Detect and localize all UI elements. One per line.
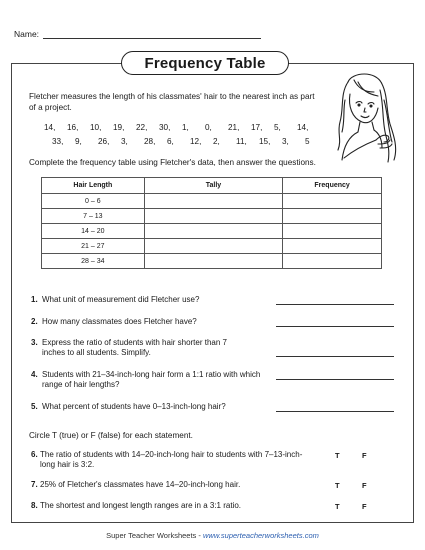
question-number: 1.	[31, 295, 38, 304]
answer-line-1[interactable]	[276, 304, 394, 305]
name-field[interactable]	[14, 29, 261, 39]
footer-separator: -	[196, 531, 203, 540]
hair-length-cell: 0 – 6	[42, 194, 145, 209]
data-value: 28,	[144, 137, 156, 146]
frequency-cell[interactable]	[283, 209, 382, 224]
header-frequency: Frequency	[283, 178, 382, 194]
statement-text: The shortest and longest length ranges are in a 3:1 ratio.	[40, 501, 242, 510]
header-tally: Tally	[144, 178, 283, 194]
data-value: 22,	[136, 123, 148, 132]
data-value: 0,	[205, 123, 212, 132]
question-text: Express the ratio of students with hair shorter than 7 inches to all students. Simplify.	[42, 338, 227, 357]
tally-cell[interactable]	[144, 239, 283, 254]
question-number: 2.	[31, 317, 38, 326]
data-row-2	[52, 137, 328, 146]
data-value: 10,	[90, 123, 102, 132]
false-option[interactable]: F	[362, 451, 367, 460]
table-row	[42, 254, 382, 269]
footer-brand: Super Teacher Worksheets	[106, 531, 197, 540]
page-title-text: Frequency Table	[144, 54, 266, 72]
tally-cell[interactable]	[144, 254, 283, 269]
hair-length-cell: 21 – 27	[42, 239, 145, 254]
page-title	[121, 51, 289, 75]
data-value: 5,	[274, 123, 281, 132]
data-value: 33,	[52, 137, 64, 146]
hair-length-cell: 7 – 13	[42, 209, 145, 224]
intro-text: Fletcher measures the length of his classmates' hair to the nearest inch as part of a project.	[29, 92, 315, 112]
answer-line-5[interactable]	[276, 411, 394, 412]
tally-cell[interactable]	[144, 194, 283, 209]
table-row	[42, 224, 382, 239]
frequency-cell[interactable]	[283, 224, 382, 239]
answer-line-4[interactable]	[276, 379, 394, 380]
data-value: 3,	[121, 137, 128, 146]
statement-number: 6.	[31, 450, 38, 459]
data-value: 3,	[282, 137, 289, 146]
data-value: 9,	[75, 137, 82, 146]
statement-number: 7.	[31, 480, 38, 489]
tally-cell[interactable]	[144, 209, 283, 224]
statement-text: 25% of Fletcher's classmates have 14–20-inch-long hair.	[40, 480, 241, 489]
tally-cell[interactable]	[144, 224, 283, 239]
statement-number: 8.	[31, 501, 38, 510]
answer-line-3[interactable]	[276, 356, 394, 357]
name-label: Name:	[14, 29, 40, 39]
table-instruction: Complete the frequency table using Fletcher's data, then answer the questions.	[29, 158, 316, 167]
true-option[interactable]: T	[335, 481, 340, 490]
girl-illustration-icon	[318, 70, 406, 166]
frequency-table	[41, 177, 382, 269]
data-value: 15,	[259, 137, 271, 146]
data-value: 21,	[228, 123, 240, 132]
data-value: 11,	[236, 137, 247, 146]
data-value: 5	[305, 137, 310, 146]
table-header-row	[42, 178, 382, 194]
frequency-cell[interactable]	[283, 194, 382, 209]
frequency-cell[interactable]	[283, 254, 382, 269]
question-text: What percent of students have 0–13-inch-long hair?	[42, 402, 226, 411]
data-value: 6,	[167, 137, 174, 146]
false-option[interactable]: F	[362, 481, 367, 490]
footer	[0, 531, 425, 540]
question-number: 5.	[31, 402, 38, 411]
hair-length-cell: 14 – 20	[42, 224, 145, 239]
true-false-instruction: Circle T (true) or F (false) for each statement.	[29, 431, 193, 440]
data-value: 14,	[297, 123, 309, 132]
frequency-cell[interactable]	[283, 239, 382, 254]
data-value: 17,	[251, 123, 263, 132]
true-option[interactable]: T	[335, 502, 340, 511]
data-value: 2,	[213, 137, 220, 146]
question-3	[31, 338, 401, 358]
name-line[interactable]	[43, 30, 261, 39]
data-row-1	[44, 123, 320, 132]
question-text: What unit of measurement did Fletcher use?	[42, 295, 200, 304]
data-value: 26,	[98, 137, 110, 146]
question-text: Students with 21–34-inch-long hair form a 1:1 ratio with which range of hair lengths?	[42, 370, 261, 389]
data-value: 14,	[44, 123, 56, 132]
table-row	[42, 209, 382, 224]
true-option[interactable]: T	[335, 451, 340, 460]
table-row	[42, 194, 382, 209]
question-text: How many classmates does Fletcher have?	[42, 317, 197, 326]
question-4	[31, 370, 401, 390]
hair-length-cell: 28 – 34	[42, 254, 145, 269]
data-value: 16,	[67, 123, 79, 132]
data-value: 30,	[159, 123, 171, 132]
footer-url-link[interactable]: www.superteacherworksheets.com	[202, 531, 319, 540]
data-value: 12,	[190, 137, 202, 146]
table-row	[42, 239, 382, 254]
header-hair-length: Hair Length	[42, 178, 145, 194]
question-number: 4.	[31, 370, 38, 379]
question-number: 3.	[31, 338, 38, 347]
false-option[interactable]: F	[362, 502, 367, 511]
data-value: 1,	[182, 123, 189, 132]
data-value: 19,	[113, 123, 125, 132]
answer-line-2[interactable]	[276, 326, 394, 327]
statement-text: The ratio of students with 14–20-inch-long hair to students with 7–13-inch-long hair is 3:2.	[40, 450, 303, 469]
